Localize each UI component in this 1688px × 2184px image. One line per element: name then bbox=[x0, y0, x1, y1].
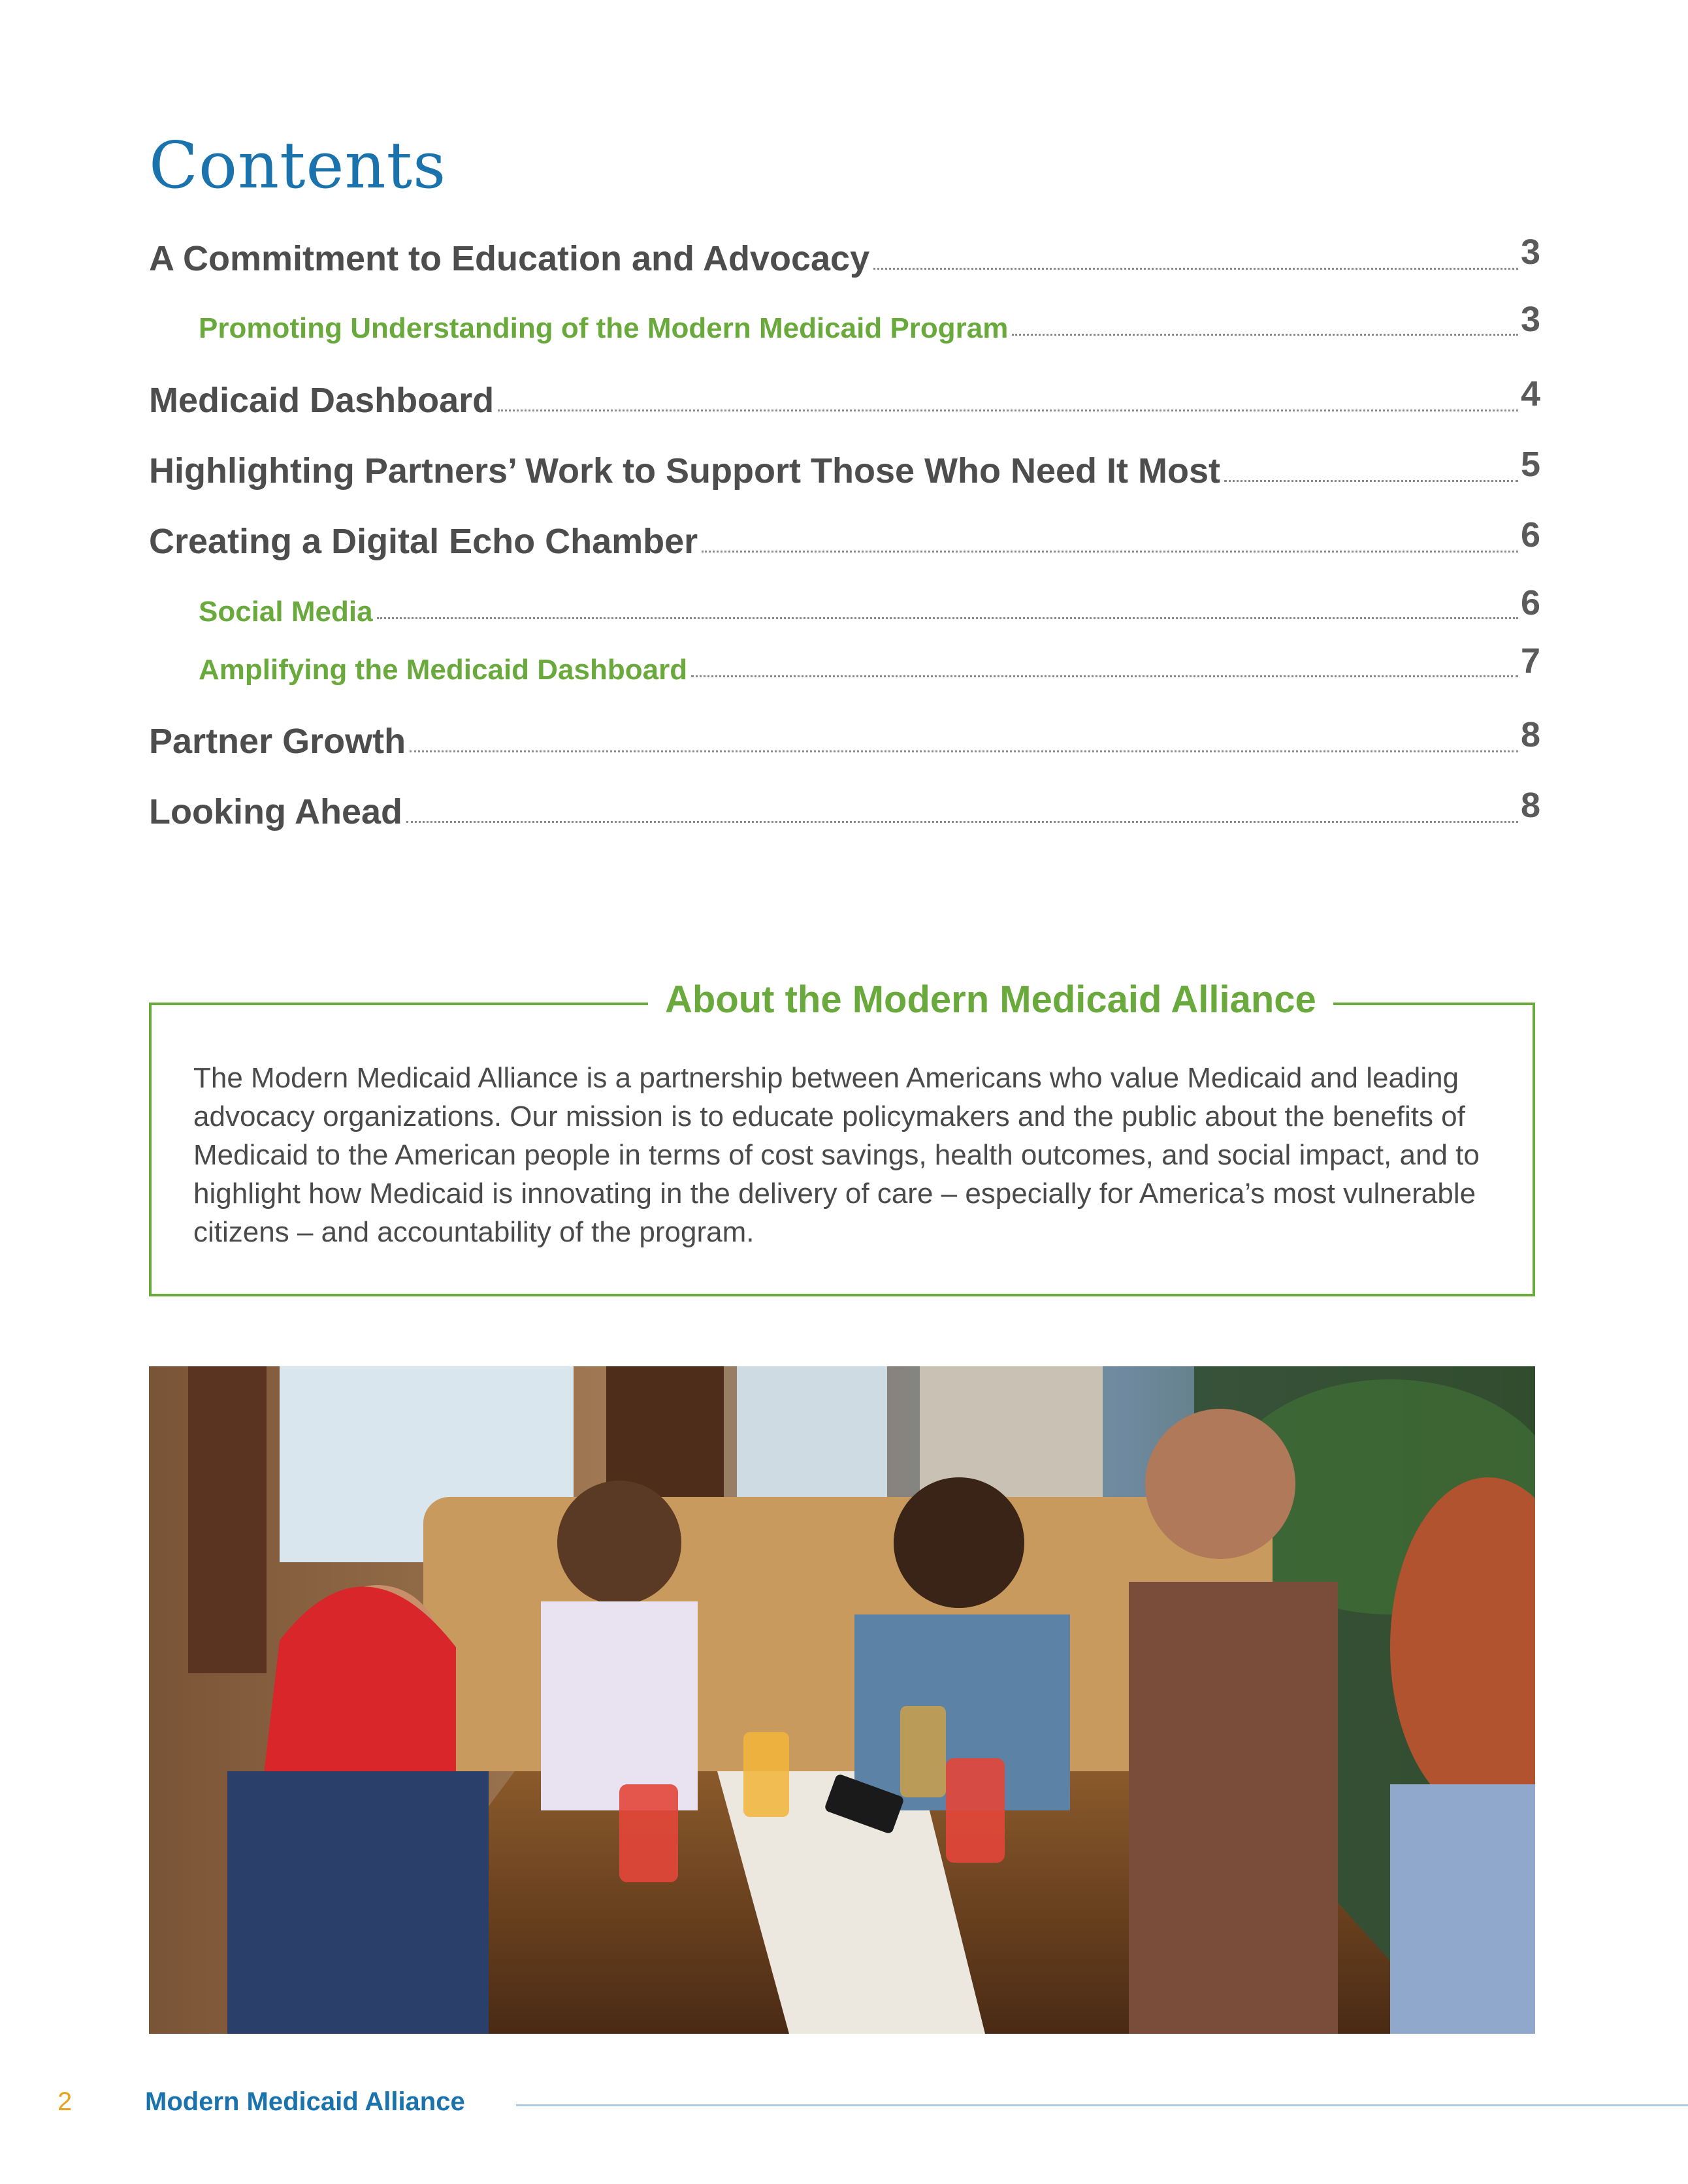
group-photo bbox=[149, 1366, 1535, 2034]
toc-entry-page: 8 bbox=[1521, 715, 1541, 754]
toc-entry-page: 7 bbox=[1521, 641, 1541, 681]
toc-leader-dots bbox=[702, 550, 1518, 553]
toc-entry-page: 3 bbox=[1521, 233, 1541, 272]
footer-rule bbox=[516, 2104, 1688, 2106]
about-body: The Modern Medicaid Alliance is a partnership between Americans who value Medicaid and leading advocacy organizations. Our mission is to educate policymakers and the public about the benefits of Medicaid to the American people in terms of cost savings, health outcomes, and social impact, and to highlight how Medicaid is innovating in the delivery of care – especially for America’s most vulnerable citizens – and accountability of the program. bbox=[193, 1062, 1480, 1248]
about-title: About the Modern Medicaid Alliance bbox=[648, 978, 1333, 1021]
toc-entry-label: Social Media bbox=[199, 596, 373, 628]
toc-entry[interactable] bbox=[149, 715, 1541, 762]
toc-leader-dots bbox=[410, 750, 1518, 752]
toc-leader-dots bbox=[873, 267, 1518, 270]
toc-entry[interactable] bbox=[149, 445, 1541, 491]
toc-leader-dots bbox=[406, 820, 1518, 823]
footer-organization: Modern Medicaid Alliance bbox=[145, 2087, 465, 2116]
toc-subentry[interactable] bbox=[149, 641, 1541, 686]
toc-entry-label: Promoting Understanding of the Modern Medicaid Program bbox=[199, 312, 1009, 344]
toc-entry-label: Medicaid Dashboard bbox=[149, 381, 495, 420]
toc-leader-dots bbox=[691, 675, 1518, 677]
footer-page-number: 2 bbox=[57, 2087, 73, 2116]
toc-entry[interactable] bbox=[149, 515, 1541, 562]
toc-entry-page: 4 bbox=[1521, 374, 1541, 413]
toc-entry-page: 3 bbox=[1521, 300, 1541, 339]
toc-entry-page: 5 bbox=[1521, 445, 1541, 484]
toc-entry[interactable] bbox=[149, 786, 1541, 832]
toc-leader-dots bbox=[1012, 333, 1518, 336]
toc-entry-page: 6 bbox=[1521, 515, 1541, 554]
toc-entry-page: 6 bbox=[1521, 583, 1541, 622]
toc-entry-label: Highlighting Partners’ Work to Support Those Who Need It Most bbox=[149, 451, 1220, 490]
toc-entry-label: Amplifying the Medicaid Dashboard bbox=[199, 654, 688, 686]
toc-entry-label: A Commitment to Education and Advocacy bbox=[149, 239, 870, 278]
toc-subentry[interactable] bbox=[149, 300, 1541, 345]
toc-entry-label: Partner Growth bbox=[149, 722, 406, 761]
page-title: Contents bbox=[149, 129, 447, 203]
toc-entry-label: Creating a Digital Echo Chamber bbox=[149, 522, 698, 561]
toc-subentry[interactable] bbox=[149, 583, 1541, 628]
toc-entry-page: 8 bbox=[1521, 786, 1541, 825]
about-box bbox=[149, 978, 1535, 1296]
toc-entry[interactable] bbox=[149, 374, 1541, 421]
toc-leader-dots bbox=[377, 617, 1518, 619]
cafe-friends-image bbox=[149, 1366, 1535, 2034]
toc-entry-label: Looking Ahead bbox=[149, 792, 402, 831]
toc-leader-dots bbox=[1224, 479, 1518, 482]
toc-entry[interactable] bbox=[149, 233, 1541, 279]
toc-leader-dots bbox=[498, 409, 1518, 411]
